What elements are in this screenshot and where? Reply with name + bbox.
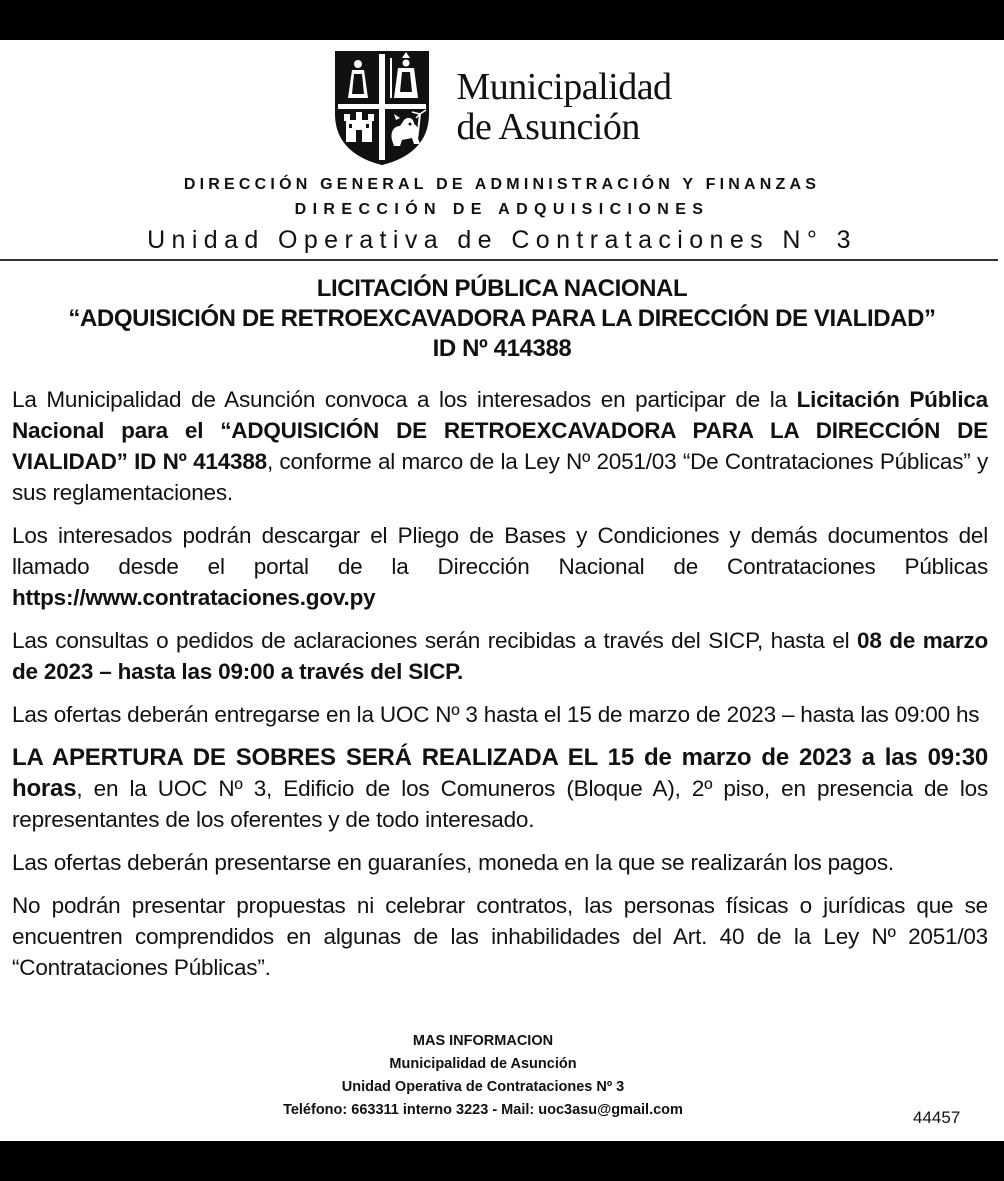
- direccion-heading: DIRECCIÓN DE ADQUISICIONES: [294, 201, 710, 218]
- footer-line-2: Municipalidad de Asunción: [389, 1056, 577, 1072]
- header-divider: [0, 259, 998, 261]
- portal-link[interactable]: https://www.contrataciones.gov.py: [12, 585, 376, 610]
- city-coat-of-arms-icon: [332, 48, 432, 166]
- paragraph-convocatoria: [12, 384, 988, 508]
- title-line-2: “ADQUISICIÓN DE RETROEXCAVADORA PARA LA DIRECCIÓN DE VIALIDAD”: [68, 305, 936, 332]
- paragraph-text: , conforme al marco de la Ley Nº 2051/03 “De Contrataciones Públicas” y sus reglamentaciones.: [12, 449, 989, 505]
- paragraph-text: , en la UOC Nº 3, Edificio de los Comuneros (Bloque A), 2º piso, en presencia de los representantes de los oferentes y de todo interesado.: [12, 776, 988, 832]
- header: [0, 48, 1004, 166]
- paragraph-pliego: [12, 520, 988, 613]
- title-line-1: LICITACIÓN PÚBLICA NACIONAL: [316, 275, 688, 302]
- paragraph-apertura: [12, 742, 988, 835]
- brand-line-2: de Asunción: [456, 106, 640, 148]
- unidad-operativa-heading: Unidad Operativa de Contrataciones N° 3: [147, 226, 857, 254]
- paragraph-text: Las consultas o pedidos de aclaraciones serán recibidas a través del SICP, hasta el: [12, 628, 858, 653]
- brand-name: [456, 67, 671, 147]
- bottom-black-bar: [0, 1141, 1004, 1181]
- bold-text: LA APERTURA DE SOBRES SERÁ REALIZADA EL 15 de marzo de 2023 a las 09:30 horas: [12, 744, 988, 802]
- direccion-general-heading: DIRECCIÓN GENERAL DE ADMINISTRACIÓN Y FINANZAS: [183, 176, 821, 193]
- paragraph-ofertas-entrega: Las ofertas deberán entregarse en la UOC Nº 3 hasta el 15 de marzo de 2023 – hasta las 09:00 hs: [12, 702, 980, 727]
- paragraph-inhabilidades: No podrán presentar propuestas ni celebrar contratos, las personas físicas o jurídicas que se encuentren comprendidos en algunas de las inhabilidades del Art. 40 de la Ley Nº 2051/03 “Contrataciones Públicas”.: [12, 893, 988, 980]
- footer-line-4: Teléfono: 663311 interno 3223 - Mail: uoc3asu@gmail.com: [283, 1102, 683, 1118]
- title-line-3: ID Nº 414388: [432, 335, 572, 362]
- paragraph-text: Los interesados podrán descargar el Pliego de Bases y Condiciones y demás documentos del llamado desde el portal de la Dirección Nacional de Contrataciones Públicas: [12, 523, 988, 579]
- paragraph-moneda: Las ofertas deberán presentarse en guaraníes, moneda en la que se realizarán los pagos.: [12, 850, 894, 875]
- brand-line-1: Municipalidad: [456, 66, 672, 108]
- top-black-bar: [0, 0, 1004, 40]
- reference-number: 44457: [913, 1108, 961, 1127]
- notice-title: [0, 274, 1004, 364]
- notice-body: [12, 384, 988, 995]
- bold-text: Licitación Pública Nacional para el “ADQUISICIÓN DE RETROEXCAVADORA PARA LA DIRECCIÓN DE VIALIDAD” ID Nº 414388: [12, 387, 988, 474]
- contact-info: [0, 1030, 966, 1122]
- footer-line-3: Unidad Operativa de Contrataciones Nº 3: [341, 1079, 625, 1095]
- paragraph-consultas: [12, 625, 988, 687]
- logo-row: [0, 48, 1004, 166]
- paragraph-text: La Municipalidad de Asunción convoca a los interesados en participar de la: [12, 387, 797, 412]
- footer-line-1: MAS INFORMACION: [412, 1033, 554, 1049]
- bold-text: 08 de marzo de 2023 – hasta las 09:00 a través del SICP.: [12, 628, 989, 684]
